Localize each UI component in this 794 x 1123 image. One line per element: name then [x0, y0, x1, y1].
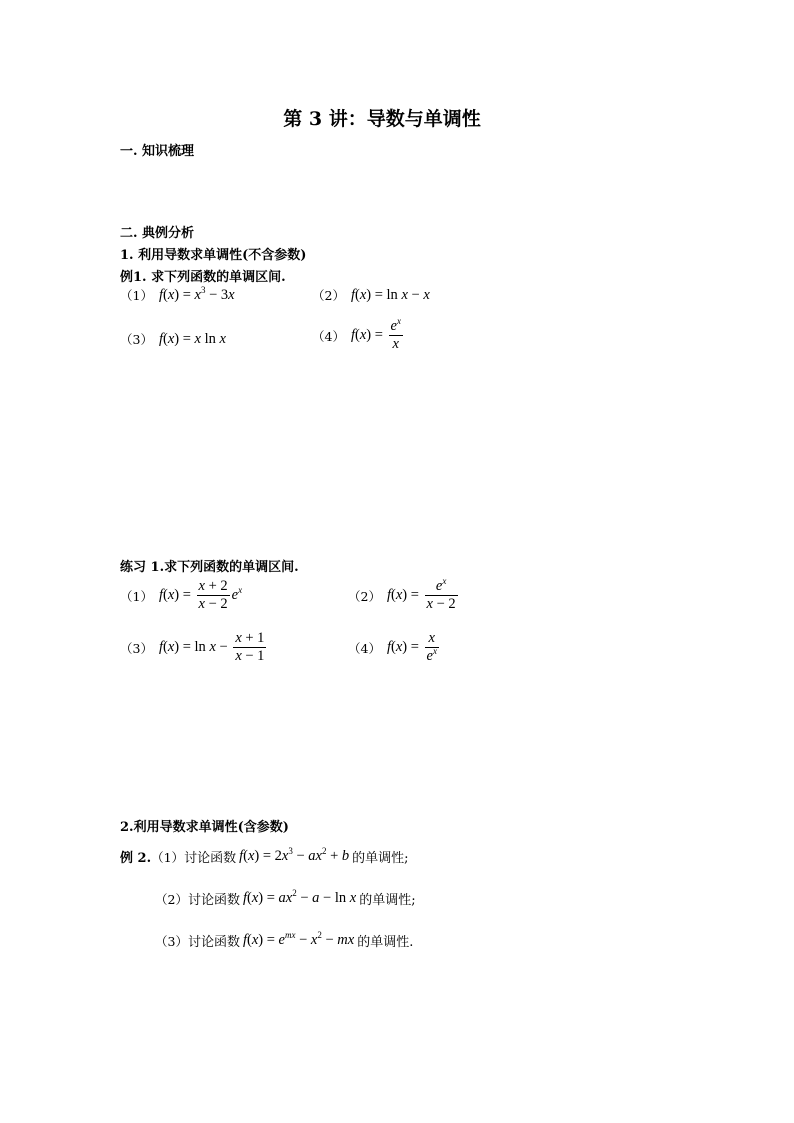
item-number: （3） [120, 640, 153, 656]
item-number: （1） [151, 849, 185, 865]
item-suffix: 的单调性; [352, 851, 409, 866]
formula: $f(x) = 2x^3 - ax^2 + b$ [239, 846, 350, 864]
exercise1-label: 练习 1.求下列函数的单调区间. [120, 560, 299, 575]
item-number: （2） [312, 288, 345, 303]
item-prefix: 讨论函数 [184, 851, 237, 866]
exercise1-item-3 [120, 630, 268, 665]
example1-item-4 [312, 318, 405, 353]
example2-item-2 [155, 889, 416, 908]
item-prefix: 讨论函数 [187, 935, 240, 950]
section-knowledge-review: 一. 知识梳理 [120, 144, 195, 159]
exercise1-item-4 [348, 630, 441, 665]
formula: $f(x) = ax^2 - a - \ln x$ [242, 888, 357, 906]
item-suffix: 的单调性. [357, 935, 414, 950]
formula: f(x) = $\frac{x + 2}{x - 2}$ $e^x$ [158, 578, 243, 612]
item-number: （3） [155, 933, 188, 949]
exercise1-item-1 [120, 578, 242, 613]
formula: f(x) = $\frac{x}{e^x}$ [386, 630, 437, 664]
example2-item-3 [155, 931, 413, 950]
formula: f(x) = ln x − $\frac{x + 1}{x - 1}$ [158, 630, 265, 664]
part2-heading: 2.利用导数求单调性(含参数) [120, 820, 289, 835]
item-number: （4） [348, 640, 381, 656]
item-number: （2） [348, 588, 381, 604]
item-suffix: 的单调性; [359, 893, 416, 908]
part1-heading: 1. 利用导数求单调性(不含参数) [120, 248, 307, 263]
item-number: （1） [120, 588, 153, 604]
example1-item-3 [120, 330, 226, 348]
formula: f(x) = $\frac{e^x}{x - 2}$ [386, 576, 456, 612]
example2-label: 例 2. [120, 851, 152, 866]
item-number: （4） [312, 328, 345, 344]
formula: f(x) = x ln x [158, 330, 226, 347]
example1-item-2 [312, 286, 430, 304]
item-prefix: 讨论函数 [187, 893, 240, 908]
page-title: 第 3 讲：导数与单调性 [283, 108, 481, 130]
exercise1-item-2 [348, 578, 460, 613]
formula: $f(x) = x^3 - 3x$ [158, 284, 235, 303]
section-example-analysis: 二. 典例分析 [120, 226, 195, 241]
formula: $f(x) = e^{mx} - x^2$ − mx [242, 930, 355, 948]
formula: f(x) = $\frac{e^x}{x}$ [350, 316, 401, 352]
example2-item-1 [120, 847, 409, 866]
formula: f(x) = ln x − x [350, 286, 430, 303]
example1-label: 例1. 求下列函数的单调区间. [120, 270, 286, 285]
item-number: （2） [155, 891, 188, 907]
example1-item-1 [120, 286, 235, 304]
item-number: （1） [120, 288, 153, 303]
item-number: （3） [120, 332, 153, 347]
